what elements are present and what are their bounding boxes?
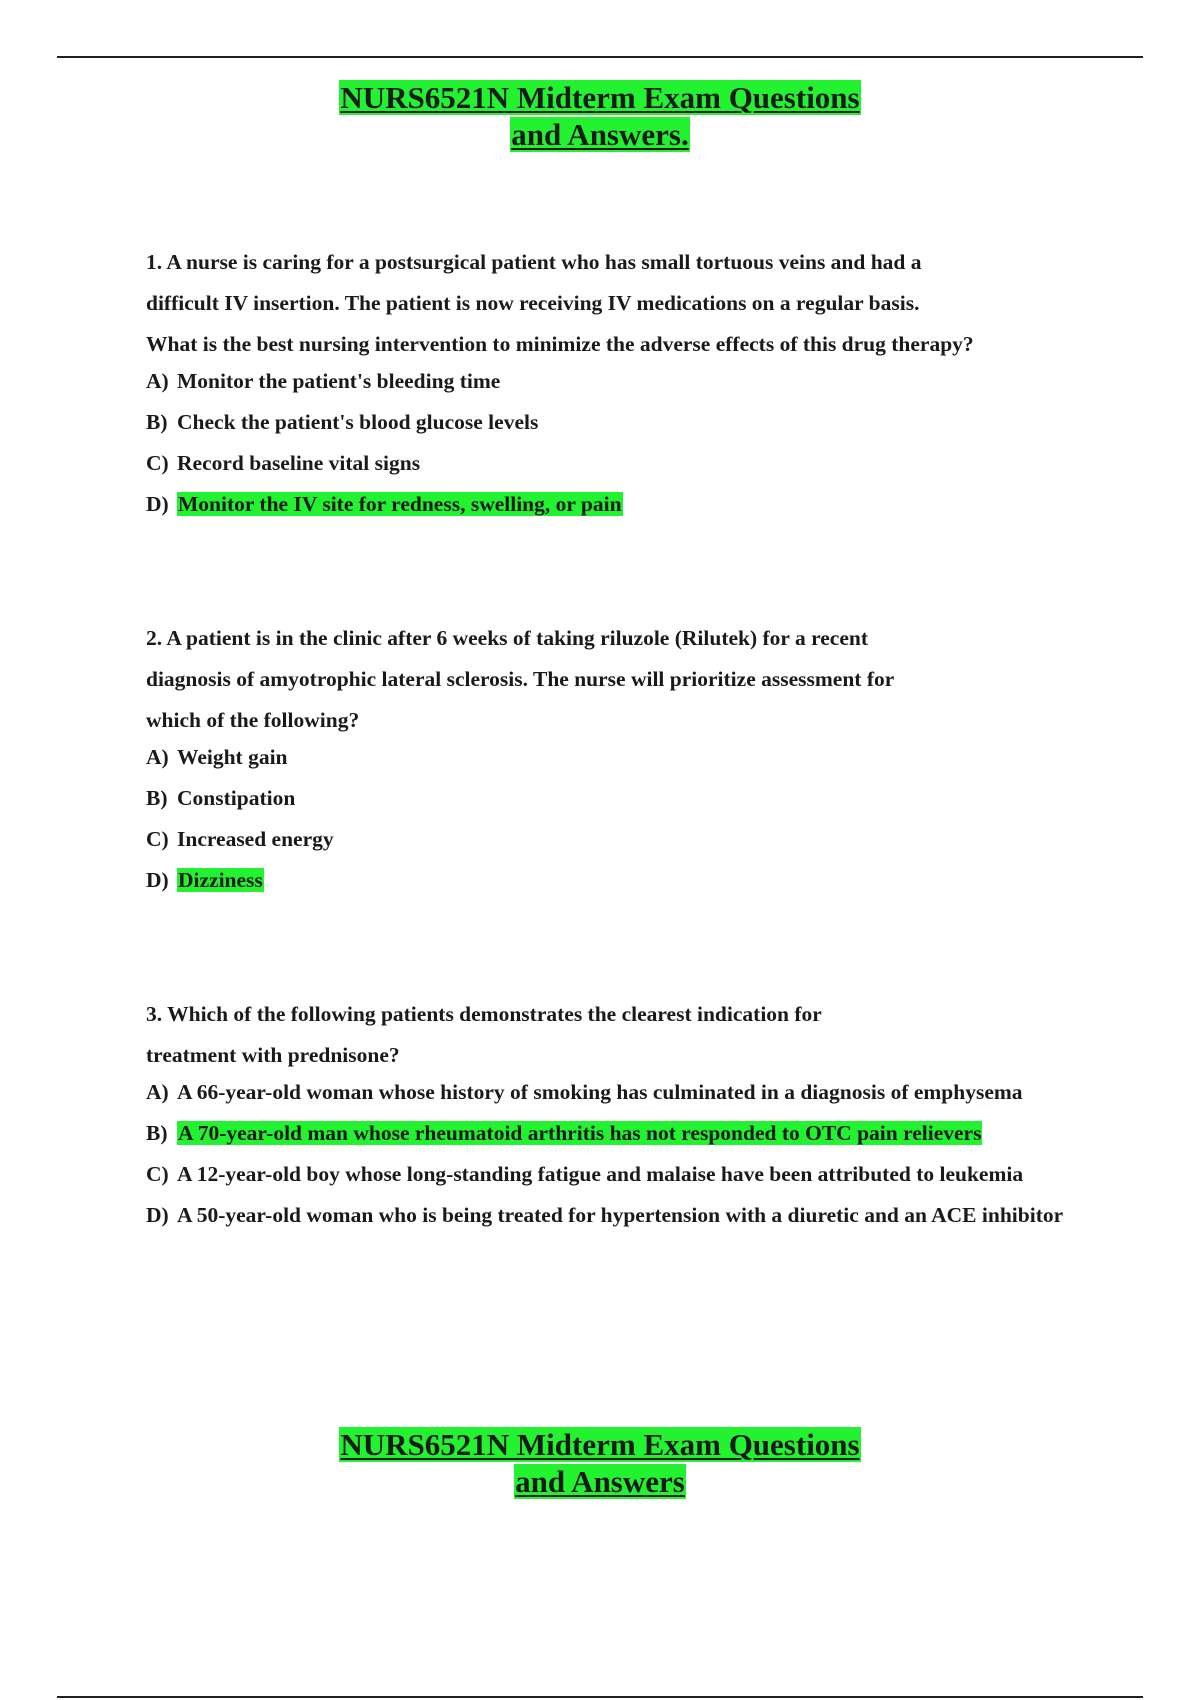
title-line-1: NURS6521N Midterm Exam Questions <box>340 80 860 115</box>
option-b <box>146 408 1096 436</box>
question-number: 1. <box>146 250 163 274</box>
footer-title-line-1: NURS6521N Midterm Exam Questions <box>340 1427 860 1462</box>
option-text: A 12-year-old boy whose long-standing fatigue and malaise have been attributed to leukemia <box>177 1162 1024 1186</box>
option-letter: D) <box>146 1203 169 1227</box>
option-text: Monitor the patient's bleeding time <box>177 369 501 393</box>
question-1-text <box>146 242 1096 365</box>
option-letter: B) <box>146 786 168 810</box>
correct-answer-highlight: Monitor the IV site for redness, swelling, or pain <box>178 492 622 516</box>
question-2-options <box>146 743 1096 894</box>
option-letter: B) <box>146 410 168 434</box>
option-letter: A) <box>146 745 169 769</box>
question-line: difficult IV insertion. The patient is now receiving IV medications on a regular basis. <box>146 291 920 315</box>
option-text: Constipation <box>177 786 296 810</box>
option-letter: C) <box>146 1162 169 1186</box>
question-line: A nurse is caring for a postsurgical patient who has small tortuous veins and had a <box>166 250 922 274</box>
option-letter: D) <box>146 492 169 516</box>
option-letter: C) <box>146 451 169 475</box>
top-rule <box>57 56 1143 58</box>
footer-title-line-2: and Answers <box>515 1464 685 1499</box>
title-line-2: and Answers. <box>511 117 689 152</box>
question-line: which of the following? <box>146 708 360 732</box>
option-text: Record baseline vital signs <box>177 451 421 475</box>
question-line: diagnosis of amyotrophic lateral sclerosis. The nurse will prioritize assessment for <box>146 667 895 691</box>
option-c <box>146 449 1096 477</box>
question-2-text <box>146 618 1096 741</box>
question-2 <box>146 618 1096 894</box>
option-text: Increased energy <box>177 827 334 851</box>
option-letter: A) <box>146 1080 169 1104</box>
option-a <box>146 743 1096 771</box>
bottom-rule <box>57 1696 1143 1698</box>
option-b-correct <box>146 1119 1096 1147</box>
option-letter: B) <box>146 1121 168 1145</box>
option-text: A 66-year-old woman whose history of smoking has culminated in a diagnosis of emphysema <box>177 1080 1023 1104</box>
option-a <box>146 1078 1096 1106</box>
question-number: 3. <box>146 1002 163 1026</box>
option-d <box>146 1201 1096 1229</box>
question-line: What is the best nursing intervention to minimize the adverse effects of this drug therapy? <box>146 332 974 356</box>
option-c <box>146 825 1096 853</box>
correct-answer-highlight: A 70-year-old man whose rheumatoid arthritis has not responded to OTC pain relievers <box>178 1121 982 1145</box>
question-1 <box>146 242 1096 518</box>
question-line: Which of the following patients demonstrates the clearest indication for <box>167 1002 822 1026</box>
option-letter: C) <box>146 827 169 851</box>
option-d-correct <box>146 866 1096 894</box>
question-1-options <box>146 367 1096 518</box>
option-d-correct <box>146 490 1096 518</box>
question-3-options <box>146 1078 1096 1229</box>
correct-answer-highlight: Dizziness <box>178 868 263 892</box>
question-line: A patient is in the clinic after 6 weeks of taking riluzole (Rilutek) for a recent <box>166 626 868 650</box>
question-3-text <box>146 994 1096 1076</box>
repeated-page-title <box>0 1426 1200 1500</box>
question-number: 2. <box>146 626 163 650</box>
document-title <box>0 79 1200 153</box>
option-a <box>146 367 1096 395</box>
option-c <box>146 1160 1096 1188</box>
question-3 <box>146 994 1096 1229</box>
question-line: treatment with prednisone? <box>146 1043 400 1067</box>
option-text: Weight gain <box>177 745 288 769</box>
option-b <box>146 784 1096 812</box>
option-letter: D) <box>146 868 169 892</box>
option-letter: A) <box>146 369 169 393</box>
option-text: Check the patient's blood glucose levels <box>177 410 539 434</box>
option-text: A 50-year-old woman who is being treated for hypertension with a diuretic and an ACE inhibitor <box>177 1203 1064 1227</box>
